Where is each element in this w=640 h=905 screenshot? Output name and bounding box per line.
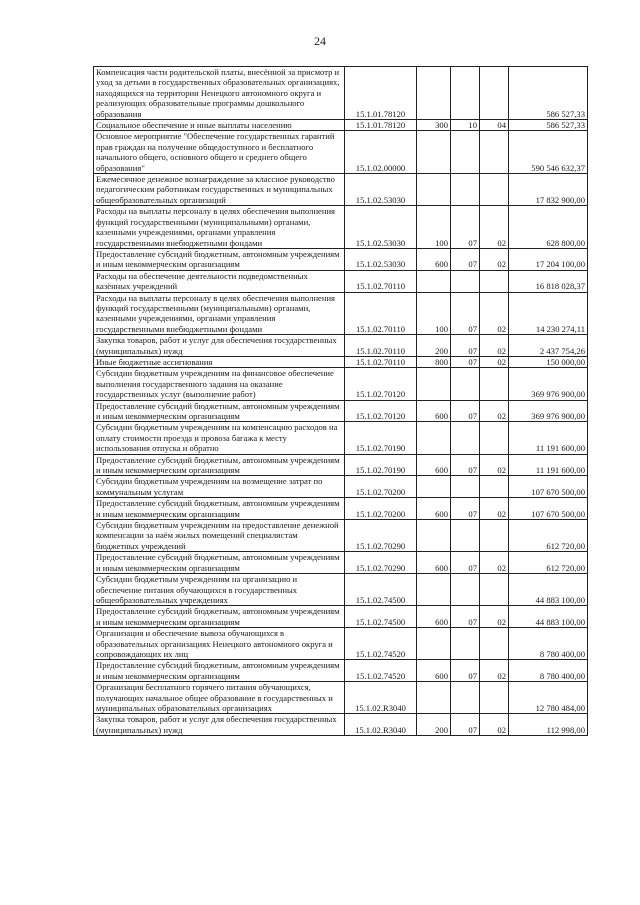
row-vr-cell [417, 174, 451, 206]
row-code-cell: 15.1.02.70290 [345, 552, 417, 574]
row-pr-cell [480, 270, 509, 292]
row-name-cell: Закупка товаров, работ и услуг для обеспечения государственных (муниципальных) нужд [94, 335, 345, 357]
row-rz-cell: 10 [451, 120, 480, 131]
row-amount-cell: 628 800,00 [509, 206, 588, 249]
row-code-cell: 15.1.02.70200 [345, 476, 417, 498]
row-rz-cell: 07 [451, 660, 480, 682]
row-name-cell: Иные бюджетные ассигнования [94, 356, 345, 367]
row-vr-cell [417, 368, 451, 400]
row-rz-cell: 07 [451, 206, 480, 249]
table-row [94, 498, 588, 520]
row-name-cell: Предоставление субсидий бюджетным, автономным учреждениям и иным некоммерческим организациям [94, 606, 345, 628]
row-rz-cell: 07 [451, 356, 480, 367]
row-amount-cell: 8 780 400,00 [509, 660, 588, 682]
table-row [94, 520, 588, 552]
table-row [94, 131, 588, 174]
row-pr-cell: 02 [480, 606, 509, 628]
row-amount-cell: 590 546 632,37 [509, 131, 588, 174]
table-row [94, 356, 588, 367]
row-pr-cell: 02 [480, 248, 509, 270]
row-code-cell: 15.1.02.70110 [345, 335, 417, 357]
row-amount-cell: 107 670 500,00 [509, 498, 588, 520]
row-amount-cell: 107 670 500,00 [509, 476, 588, 498]
row-name-cell: Основное мероприятие "Обеспечение государственных гарантий прав граждан на получение общедоступного и бесплатного начального общего, основного общего и среднего общего образования" [94, 131, 345, 174]
row-rz-cell [451, 67, 480, 120]
row-vr-cell: 600 [417, 454, 451, 476]
row-rz-cell: 07 [451, 552, 480, 574]
table-row [94, 682, 588, 714]
row-pr-cell [480, 131, 509, 174]
table-row [94, 270, 588, 292]
row-amount-cell: 17 204 100,00 [509, 248, 588, 270]
row-code-cell: 15.1.02.70190 [345, 454, 417, 476]
row-name-cell: Ежемесячное денежное вознаграждение за классное руководство педагогическим работникам государственных и муниципальных общеобразовательных организаций [94, 174, 345, 206]
row-vr-cell: 600 [417, 498, 451, 520]
row-name-cell: Субсидии бюджетным учреждениям на предоставление денежной компенсации за наём жилых помещений специалистам бюджетных учреждений [94, 520, 345, 552]
row-name-cell: Расходы на выплаты персоналу в целях обеспечения выполнения функций государственными (муниципальными) органами, казенными учреждениями, органами управления государственными внебюджетными фондами [94, 292, 345, 335]
row-code-cell: 15.1.02.53030 [345, 248, 417, 270]
row-pr-cell [480, 574, 509, 606]
row-vr-cell [417, 628, 451, 660]
row-pr-cell [480, 476, 509, 498]
row-name-cell: Расходы на обеспечение деятельности подведомственных казённых учреждений [94, 270, 345, 292]
row-code-cell: 15.1.02.70120 [345, 368, 417, 400]
row-name-cell: Предоставление субсидий бюджетным, автономным учреждениям и иным некоммерческим организациям [94, 660, 345, 682]
row-rz-cell: 07 [451, 292, 480, 335]
row-vr-cell [417, 476, 451, 498]
row-rz-cell: 07 [451, 400, 480, 422]
row-name-cell: Организация и обеспечение вывоза обучающихся в образовательных организациях Ненецкого автономного округа и сопровождающих их лиц [94, 628, 345, 660]
row-vr-cell [417, 682, 451, 714]
row-name-cell: Субсидии бюджетным учреждениям на финансовое обеспечение выполнения государственного задания на оказание государственных услуг (выполнение работ) [94, 368, 345, 400]
row-vr-cell: 600 [417, 606, 451, 628]
row-vr-cell [417, 520, 451, 552]
row-code-cell: 15.1.02.R3040 [345, 714, 417, 736]
row-amount-cell: 612 720,00 [509, 520, 588, 552]
row-rz-cell [451, 174, 480, 206]
row-rz-cell [451, 131, 480, 174]
row-vr-cell: 200 [417, 335, 451, 357]
row-vr-cell: 800 [417, 356, 451, 367]
row-rz-cell [451, 368, 480, 400]
table-row [94, 206, 588, 249]
table-row [94, 552, 588, 574]
table-row [94, 292, 588, 335]
table-row [94, 174, 588, 206]
row-rz-cell: 07 [451, 498, 480, 520]
row-code-cell: 15.1.02.70200 [345, 498, 417, 520]
row-amount-cell: 112 998,00 [509, 714, 588, 736]
table-row [94, 400, 588, 422]
row-vr-cell [417, 67, 451, 120]
row-pr-cell: 02 [480, 498, 509, 520]
row-rz-cell [451, 476, 480, 498]
row-vr-cell: 200 [417, 714, 451, 736]
budget-table [93, 66, 588, 736]
row-amount-cell: 44 883 100,00 [509, 606, 588, 628]
row-rz-cell [451, 682, 480, 714]
row-amount-cell: 150 000,00 [509, 356, 588, 367]
row-rz-cell: 07 [451, 248, 480, 270]
row-rz-cell [451, 628, 480, 660]
row-name-cell: Расходы на выплаты персоналу в целях обеспечения выполнения функций государственными (муниципальными) органами, казенными учреждениями, органами управления государственными внебюджетными фондами [94, 206, 345, 249]
row-amount-cell: 14 230 274,11 [509, 292, 588, 335]
row-name-cell: Предоставление субсидий бюджетным, автономным учреждениям и иным некоммерческим организациям [94, 400, 345, 422]
row-pr-cell: 02 [480, 356, 509, 367]
row-code-cell: 15.1.02.70110 [345, 270, 417, 292]
row-code-cell: 15.1.02.70290 [345, 520, 417, 552]
row-amount-cell: 369 976 900,00 [509, 400, 588, 422]
row-code-cell: 15.1.01.78120 [345, 67, 417, 120]
row-pr-cell: 04 [480, 120, 509, 131]
row-pr-cell [480, 520, 509, 552]
row-name-cell: Предоставление субсидий бюджетным, автономным учреждениям и иным некоммерческим организациям [94, 248, 345, 270]
row-code-cell: 15.1.02.70110 [345, 292, 417, 335]
row-rz-cell [451, 422, 480, 454]
row-rz-cell: 07 [451, 606, 480, 628]
row-vr-cell: 600 [417, 552, 451, 574]
row-rz-cell [451, 520, 480, 552]
row-code-cell: 15.1.01.78120 [345, 120, 417, 131]
row-name-cell: Закупка товаров, работ и услуг для обеспечения государственных (муниципальных) нужд [94, 714, 345, 736]
row-rz-cell: 07 [451, 335, 480, 357]
row-amount-cell: 369 976 900,00 [509, 368, 588, 400]
row-rz-cell: 07 [451, 454, 480, 476]
row-code-cell: 15.1.02.74500 [345, 574, 417, 606]
row-code-cell: 15.1.02.70110 [345, 356, 417, 367]
budget-table-body [94, 67, 588, 736]
row-amount-cell: 16 818 028,37 [509, 270, 588, 292]
table-row [94, 248, 588, 270]
row-rz-cell [451, 574, 480, 606]
row-amount-cell: 44 883 100,00 [509, 574, 588, 606]
row-name-cell: Предоставление субсидий бюджетным, автономным учреждениям и иным некоммерческим организациям [94, 498, 345, 520]
row-code-cell: 15.1.02.70190 [345, 422, 417, 454]
table-row [94, 67, 588, 120]
table-row [94, 454, 588, 476]
table-row [94, 574, 588, 606]
row-amount-cell: 612 720,00 [509, 552, 588, 574]
table-row [94, 120, 588, 131]
table-row [94, 606, 588, 628]
row-amount-cell: 586 527,33 [509, 120, 588, 131]
row-vr-cell [417, 422, 451, 454]
row-name-cell: Субсидии бюджетным учреждениям на возмещение затрат по коммунальным услугам [94, 476, 345, 498]
table-row [94, 422, 588, 454]
row-vr-cell [417, 131, 451, 174]
table-row [94, 714, 588, 736]
row-vr-cell [417, 270, 451, 292]
row-amount-cell: 8 780 400,00 [509, 628, 588, 660]
row-amount-cell: 11 191 600,00 [509, 454, 588, 476]
row-code-cell: 15.1.02.53030 [345, 174, 417, 206]
row-name-cell: Предоставление субсидий бюджетным, автономным учреждениям и иным некоммерческим организациям [94, 552, 345, 574]
table-row [94, 335, 588, 357]
row-pr-cell: 02 [480, 660, 509, 682]
row-pr-cell [480, 368, 509, 400]
row-pr-cell [480, 682, 509, 714]
row-pr-cell [480, 174, 509, 206]
row-amount-cell: 17 832 900,00 [509, 174, 588, 206]
row-pr-cell: 02 [480, 206, 509, 249]
row-amount-cell: 11 191 600,00 [509, 422, 588, 454]
row-vr-cell: 100 [417, 292, 451, 335]
row-pr-cell: 02 [480, 400, 509, 422]
row-vr-cell: 100 [417, 206, 451, 249]
row-code-cell: 15.1.02.70120 [345, 400, 417, 422]
row-rz-cell [451, 270, 480, 292]
row-vr-cell: 300 [417, 120, 451, 131]
row-code-cell: 15.1.02.74520 [345, 660, 417, 682]
row-vr-cell [417, 574, 451, 606]
table-row [94, 476, 588, 498]
row-code-cell: 15.1.02.R3040 [345, 682, 417, 714]
row-name-cell: Социальное обеспечение и иные выплаты населению [94, 120, 345, 131]
row-code-cell: 15.1.02.74520 [345, 628, 417, 660]
row-name-cell: Предоставление субсидий бюджетным, автономным учреждениям и иным некоммерческим организациям [94, 454, 345, 476]
row-vr-cell: 600 [417, 400, 451, 422]
row-amount-cell: 2 437 754,26 [509, 335, 588, 357]
row-vr-cell: 600 [417, 660, 451, 682]
row-name-cell: Организация бесплатного горячего питания обучающихся, получающих начальное общее образование в государственных и муниципальных образовательных организациях [94, 682, 345, 714]
row-vr-cell: 600 [417, 248, 451, 270]
row-pr-cell: 02 [480, 335, 509, 357]
row-code-cell: 15.1.02.53030 [345, 206, 417, 249]
row-amount-cell: 586 527,33 [509, 67, 588, 120]
row-pr-cell: 02 [480, 454, 509, 476]
row-pr-cell [480, 67, 509, 120]
row-rz-cell: 07 [451, 714, 480, 736]
row-amount-cell: 12 780 484,00 [509, 682, 588, 714]
page-number: 24 [314, 34, 326, 48]
row-pr-cell: 02 [480, 552, 509, 574]
row-pr-cell: 02 [480, 714, 509, 736]
row-code-cell: 15.1.02.00000 [345, 131, 417, 174]
row-name-cell: Компенсация части родительской платы, внесённой за присмотр и уход за детьми в государственных образовательных организациях, находящихся на территории Ненецкого автономного округа и реализующих образовательные программы дошкольного образования [94, 67, 345, 120]
row-code-cell: 15.1.02.74500 [345, 606, 417, 628]
row-name-cell: Субсидии бюджетным учреждениям на компенсацию расходов на оплату стоимости проезда и провоза багажа к месту использования отпуска и обратно [94, 422, 345, 454]
table-row [94, 660, 588, 682]
table-row [94, 368, 588, 400]
row-pr-cell [480, 422, 509, 454]
row-pr-cell: 02 [480, 292, 509, 335]
row-pr-cell [480, 628, 509, 660]
row-name-cell: Субсидии бюджетным учреждениям на организацию и обеспечение питания обучающихся в государственных общеобразовательных учреждениях [94, 574, 345, 606]
table-row [94, 628, 588, 660]
